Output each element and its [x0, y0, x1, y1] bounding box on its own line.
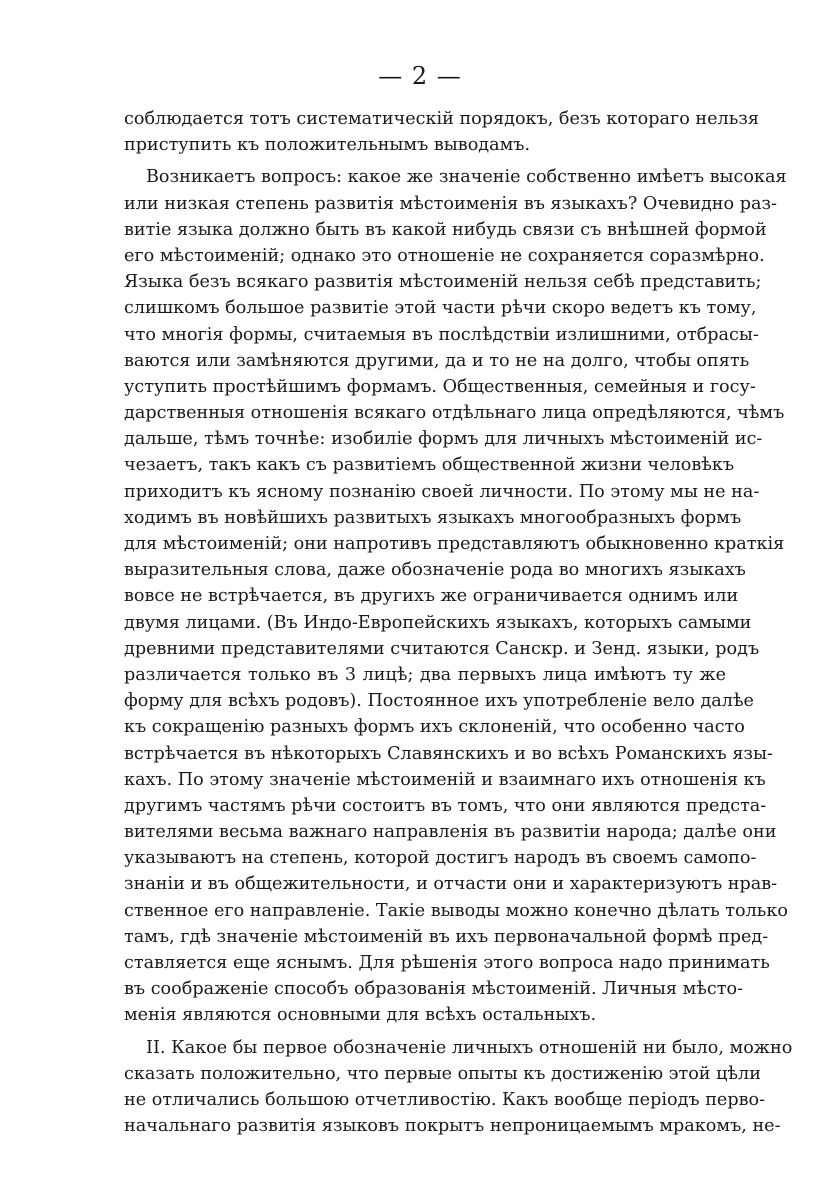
text-line: начальнаго развитія языковъ покрытъ непроницаемымъ мракомъ, не-: [124, 1116, 781, 1137]
body-text: [124, 106, 793, 1139]
text-line: что многія формы, считаемыя въ послѣдствіи излишними, отбрасы-: [124, 324, 759, 345]
text-line: витіе языка должно быть въ какой нибудь связи съ внѣшней формой: [124, 219, 767, 240]
text-line: для мѣстоименій; они напротивъ представляютъ обыкновенно краткія: [124, 534, 785, 554]
text-line: различается только въ 3 лицѣ; два первыхъ лица имѣютъ ту же: [124, 664, 726, 685]
text-line: выразительныя слова, даже обозначеніе рода во многихъ языкахъ: [124, 560, 746, 581]
text-line: ходимъ въ новѣйшихъ развитыхъ языкахъ многообразныхъ формъ: [124, 507, 742, 528]
text-line: уступить простѣйшимъ формамъ. Общественныя, семейныя и госу-: [124, 376, 756, 397]
paragraph-3: [124, 1035, 793, 1140]
text-line: приступить къ положительнымъ выводамъ.: [124, 135, 531, 156]
text-line: встрѣчается въ нѣкоторыхъ Славянскихъ и во всѣхъ Романскихъ язы-: [124, 743, 773, 764]
text-line: не отличались большою отчетливостію. Какъ вообще періодъ перво-: [124, 1089, 766, 1110]
paragraph-2: [124, 164, 788, 1028]
text-line: его мѣстоименій; однако это отношеніе не сохраняется соразмѣрно.: [124, 245, 765, 266]
text-line: указываютъ на степень, которой достигъ народъ въ своемъ самопо-: [124, 848, 757, 869]
text-line: кахъ. По этому значеніе мѣстоименій и взаимнаго ихъ отношенія къ: [124, 769, 766, 790]
text-line: ставляется еще яснымъ. Для рѣшенія этого вопроса надо принимать: [124, 953, 770, 973]
text-line: двумя лицами. (Въ Индо-Европейскихъ языкахъ, которыхъ самыми: [124, 612, 752, 633]
text-line: II. Какое бы первое обозначеніе личныхъ отношеній ни было, можно: [146, 1037, 793, 1058]
text-line: другимъ частямъ рѣчи состоитъ въ томъ, что они являются предста-: [124, 795, 767, 816]
text-line: ственное его направленіе. Такіе выводы можно конечно дѣлать только: [124, 900, 788, 921]
text-line: дальше, тѣмъ точнѣе: изобиліе формъ для личныхъ мѣстоименій ис-: [124, 429, 763, 450]
text-line: вовсе не встрѣчается, въ другихъ же ограничивается однимъ или: [124, 586, 739, 607]
text-line: соблюдается тотъ систематическій порядокъ, безъ котораго нельзя: [124, 109, 759, 129]
text-line: знаніи и въ общежительности, и отчасти они и характеризуютъ нрав-: [124, 874, 778, 895]
text-line: приходитъ къ ясному познанію своей личности. По этому мы не на-: [124, 481, 760, 502]
text-line: сказать положительно, что первые опыты къ достиженію этой цѣли: [124, 1063, 761, 1084]
text-line: Языка безъ всякаго развитія мѣстоименій нельзя себѣ представить;: [124, 272, 762, 293]
text-line: форму для всѣхъ родовъ). Постоянное ихъ употребленіе вело далѣе: [124, 691, 754, 712]
text-line: чезаетъ, такъ какъ съ развитіемъ общественной жизни человѣкъ: [124, 455, 735, 476]
text-line: въ соображеніе способъ образованія мѣстоименій. Личныя мѣсто-: [124, 979, 744, 1000]
text-line: вителями весьма важнаго направленія въ развитіи народа; далѣе они: [124, 822, 777, 843]
text-line: тамъ, гдѣ значеніе мѣстоименій въ ихъ первоначальной формѣ пред-: [124, 926, 769, 947]
text-line: къ сокращенію разныхъ формъ ихъ склоненій, что особенно часто: [124, 717, 745, 738]
page-number: — 2 —: [378, 62, 462, 90]
text-line: древними представителями считаются Санскр. и Зенд. языки, родъ: [124, 638, 760, 659]
text-line: слишкомъ большое развитіе этой части рѣчи скоро ведетъ къ тому,: [124, 298, 757, 319]
text-line: Возникаетъ вопросъ: какое же значеніе собственно имѣетъ высокая: [146, 167, 787, 188]
paragraph-1: [124, 106, 759, 158]
text-line: менія являются основными для всѣхъ остальныхъ.: [124, 1005, 597, 1026]
text-line: дарственныя отношенія всякаго отдѣльнаго лица опредѣляются, чѣмъ: [124, 403, 785, 424]
text-line: ваются или замѣняются другими, да и то не на долго, чтобы опять: [124, 350, 750, 371]
text-line: или низкая степень развитія мѣстоименія въ языкахъ? Очевидно раз-: [124, 193, 778, 214]
